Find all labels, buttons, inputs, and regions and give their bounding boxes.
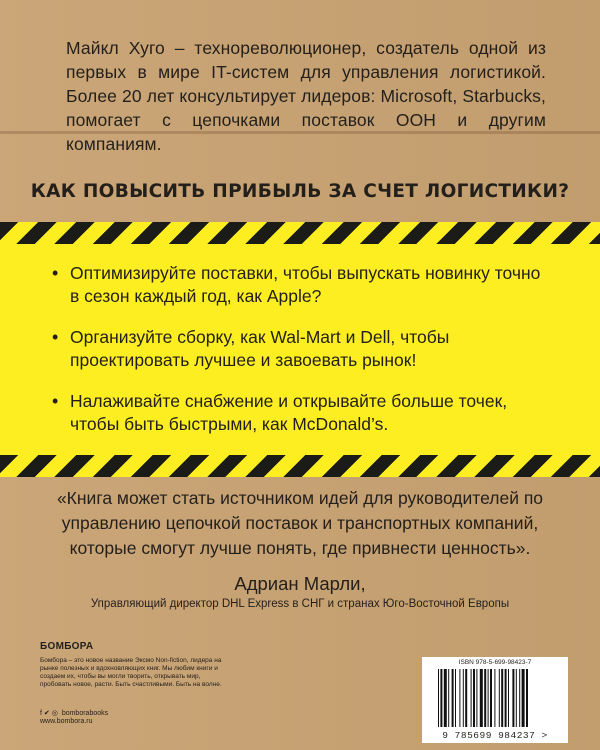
social-handle: bomborabooks [61, 709, 109, 717]
barcode-bar [494, 669, 495, 727]
barcode-bar [463, 669, 464, 727]
barcode-bar [490, 669, 492, 727]
barcode-bar [440, 669, 442, 727]
reviewer-name: Адриан Марли, [234, 573, 366, 594]
barcode-digits: 9 785699 984237 > [442, 730, 548, 741]
barcode-bar [459, 669, 460, 727]
barcode-bar [519, 669, 520, 727]
barcode-bar [484, 669, 486, 727]
barcode-bar [516, 669, 517, 727]
barcode-bar [438, 669, 439, 727]
headline: КАК ПОВЫСИТЬ ПРИБЫЛЬ ЗА СЧЕТ ЛОГИСТИКИ? [30, 181, 570, 202]
benefit-item: • Налаживайте снабжение и открывайте больше точек, чтобы быть быстрыми, как McDonald’s. [52, 390, 552, 436]
isbn-label: ISBN 978-5-699-98423-7 [458, 659, 532, 666]
benefit-item: • Оптимизируйте поставки, чтобы выпускать новинку точно в сезон каждый год, как Apple? [52, 262, 552, 308]
barcode-bar [505, 669, 507, 727]
social-links [40, 709, 108, 717]
barcode-bar [508, 669, 509, 727]
benefit-item: • Организуйте сборку, как Wal-Mart и Dell, чтобы проектировать лучшее и завоевать рынок! [52, 326, 552, 372]
caution-stripes-bottom [0, 455, 600, 477]
social-icons: f ✔ ◎ [40, 710, 58, 717]
author-bio: Майкл Хуго – технореволюционер, создатель одной из первых в мире IT-систем для управления логистикой. Более 20 лет консультирует лидеров: Microsoft, Starbucks, помогает с цепочками поставок ООН и другим компаниям. [66, 38, 546, 154]
barcode-bar [501, 669, 503, 727]
barcode-bar [512, 669, 514, 727]
barcode-bar [455, 669, 456, 727]
barcode-bar [488, 669, 489, 727]
barcode-bar [448, 669, 449, 727]
caution-stripes-top [0, 222, 600, 244]
publisher-site: www.bombora.ru [40, 718, 93, 725]
barcode-bar [465, 669, 467, 727]
barcode-bar [480, 669, 483, 727]
review-quote: «Книга может стать источником идей для руководителей по управлению цепочкой поставок и транспортных компаний, которые смогут лучше понять, где привнести ценность». [56, 488, 544, 558]
barcode-box [422, 657, 568, 743]
publisher-logo: БОМБОРА [40, 641, 94, 652]
barcode-bar [476, 669, 477, 727]
barcode [436, 669, 554, 729]
barcode-bar [526, 669, 528, 727]
benefit-list [52, 262, 552, 454]
barcode-bar [522, 669, 525, 727]
barcode-bar [452, 669, 454, 727]
barcode-bar [499, 669, 500, 727]
barcode-bar [473, 669, 475, 727]
publisher-blurb: Бомбора – это новое название Эксмо Non-fiction, лидера на рынке полезных и вдохновляющих книг. Мы любим книги и создаем их, чтобы вы могли творить, открывать мир, пробовать новое, расти. Быть счастливыми. Быть на волне. [40, 657, 222, 688]
barcode-bar [471, 669, 472, 727]
barcode-bar [444, 669, 447, 727]
reviewer-title: Управляющий директор DHL Express в СНГ и странах Юго-Восточной Европы [90, 598, 510, 610]
caution-tape-panel [0, 222, 600, 477]
